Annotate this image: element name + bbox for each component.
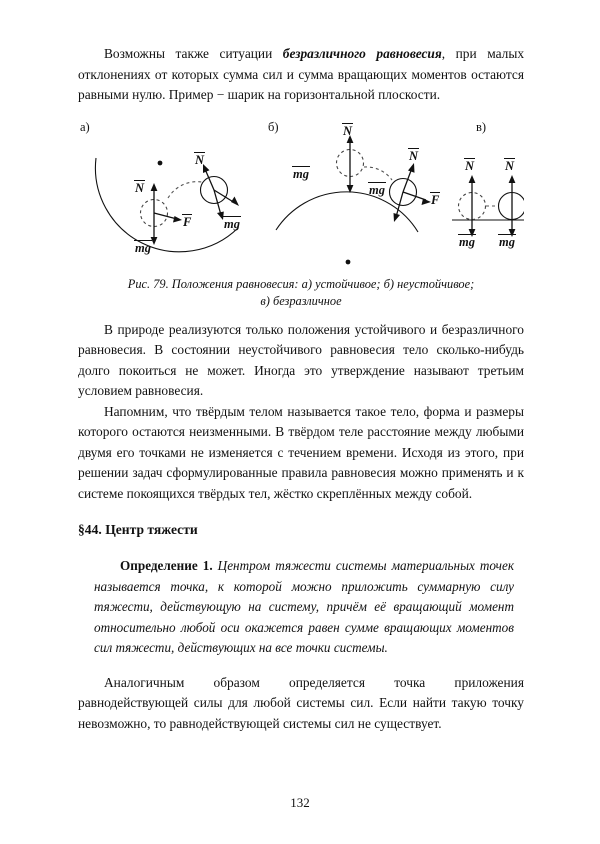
vector-label-N-c1: N	[465, 158, 475, 173]
panel-label-b: б)	[268, 119, 279, 134]
page-number: 132	[290, 795, 310, 810]
vector-label-mg-c2: mg	[499, 234, 515, 249]
definition-title: Определение 1.	[120, 558, 213, 573]
spacer-2	[78, 659, 524, 673]
vector-label-N-a2: N	[195, 152, 205, 167]
vector-label-mg-a1: mg	[135, 240, 151, 255]
vector-label-N-b2: N	[409, 148, 419, 163]
spacer	[78, 546, 524, 556]
paragraph-resultant-force: Аналогичным образом определяется точка приложения равнодействующей силы для любой системы сил. Если найти такую точку невозможно, то равнодействующей системы сил не существует.	[78, 674, 524, 731]
figure-caption-line1: Рис. 79. Положения равновесия: а) устойчивое; б) неустойчивое;	[127, 276, 475, 291]
vector-label-N-b1: N	[343, 123, 353, 138]
paragraph-intro-part2: , при малых отклонениях от которых сумма сил и сумма вращающих моментов остаются равными нулю. Пример − шарик на горизонтальной плоскости.	[78, 46, 525, 102]
vector-label-N-a1: N	[135, 180, 145, 195]
figure-caption	[78, 276, 524, 310]
figure-79	[78, 120, 524, 270]
panel-label-a: а)	[80, 119, 90, 134]
vector-label-mg-b2: mg	[369, 182, 385, 197]
panel-label-c: в)	[476, 119, 487, 134]
vector-label-F-b: F	[431, 192, 440, 207]
figure-caption-line2: в) безразличное	[260, 293, 342, 308]
section-heading-44: §44. Центр тяжести	[78, 522, 198, 537]
paragraph-intro-part1: Возможны также ситуации	[104, 46, 283, 61]
vector-label-mg-b1: mg	[293, 166, 309, 181]
vector-label-mg-c1: mg	[459, 234, 475, 249]
paragraph-rigid-body: Напомним, что твёрдым телом называется такое тело, форма и размеры которого остаются неизменными. В твёрдом теле расстояние между любыми двумя его точками не изменяется с течением времени. Исходя из этого, при решении задач сформулированные правила равновесия можно применять и к системе покоящихся твёрдых тел, жёстко скреплённых между собой.	[78, 403, 524, 501]
vector-label-mg-a2: mg	[224, 216, 240, 231]
definition-block	[94, 556, 514, 659]
paragraph-intro	[78, 44, 524, 106]
definition-text: Центром тяжести системы материальных точек называется точка, к которой можно приложить суммарную силу тяжести, действующую на систему, причём её вращающий момент относительно любой оси окажется равен сумме вращающих моментов сил тяжести, действующих на все точки системы.	[94, 558, 514, 655]
vector-label-F-a: F	[183, 214, 192, 229]
vector-label-N-c2: N	[505, 158, 515, 173]
term-indifferent-equilibrium: безразличного равновесия	[282, 46, 442, 61]
page-content	[78, 44, 524, 734]
paragraph-equilibrium-types: В природе реализуются только положения устойчивого и безразличного равновесия. В состоянии неустойчивого равновесия тело сколько-нибудь долго покоиться не может. Иногда это утверждение называют третьим условием равновесия.	[78, 321, 524, 398]
